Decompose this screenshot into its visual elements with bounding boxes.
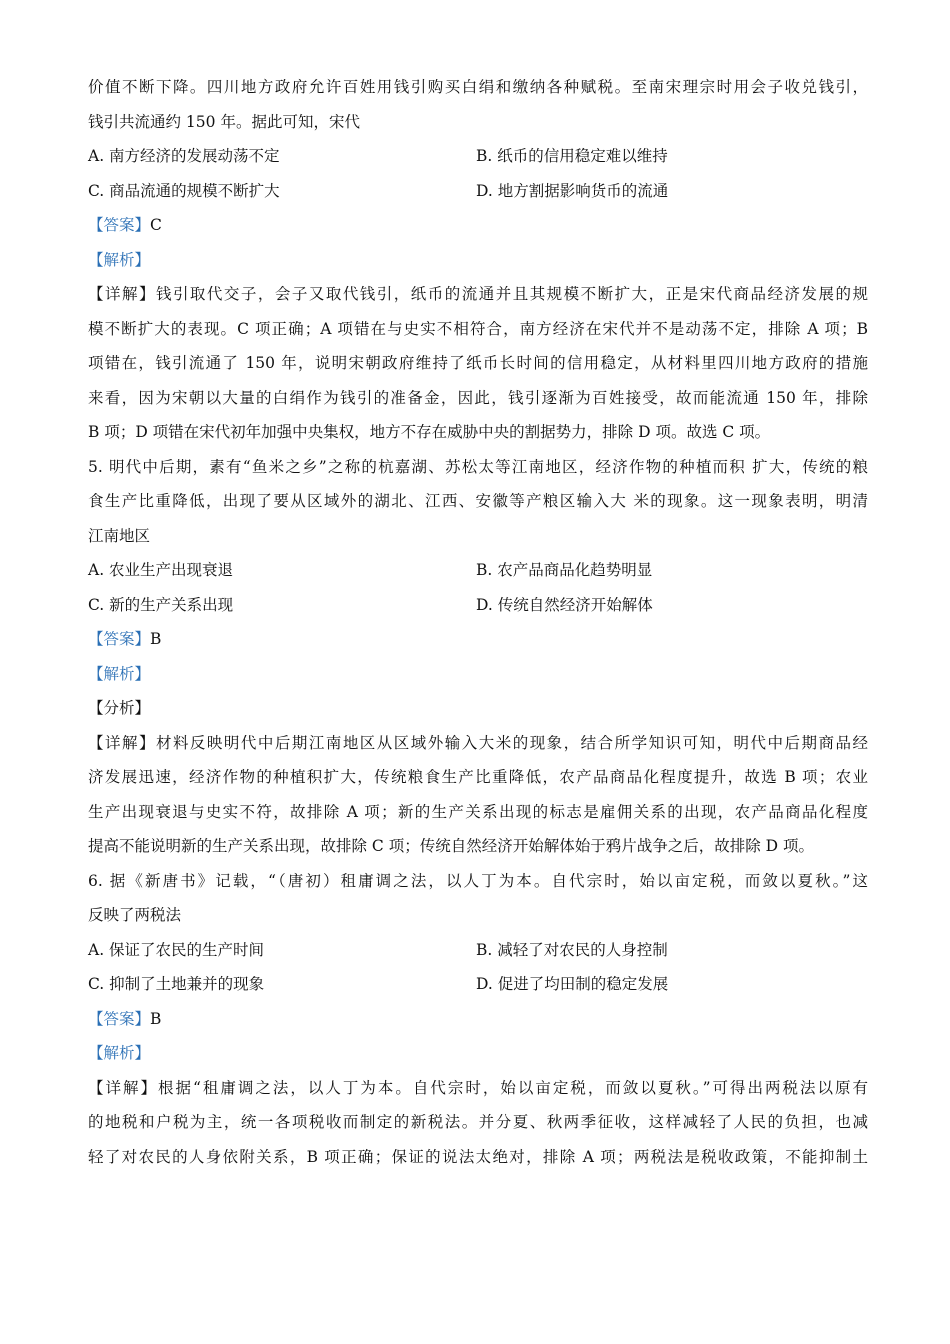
- q4-option-d: D. 地方割据影响货币的流通: [476, 181, 669, 200]
- q4-detail-tag: 【详解】: [88, 285, 156, 303]
- q5-option-b: B. 农产品商品化趋势明显: [476, 561, 653, 579]
- q5-answer: [88, 622, 868, 657]
- q5-options-row-1: [88, 553, 868, 588]
- q6-options-row-2: [88, 967, 868, 1002]
- q5-detail-line-2: 济发展迅速，经济作物的种植积扩大，传统粮食生产比重降低，农产品商品化程度提升，故选 B 项；农业: [88, 768, 868, 786]
- q6-option-d: D. 促进了均田制的稳定发展: [476, 975, 669, 993]
- q4-detail-line-5: B 项；D 项错在宋代初年加强中央集权，地方不存在威胁中央的割据势力，排除 D 项。故选 C 项。: [88, 423, 771, 441]
- q6-answer-value: B: [150, 1009, 162, 1028]
- q6-stem-line-2: 反映了两税法: [88, 906, 182, 924]
- q4-detail-line-2: 模不断扩大的表现。C 项正确；A 项错在与史实不相符合，南方经济在宋代并不是动荡不定，排除 A 项；B: [88, 319, 868, 338]
- q5-option-d: D. 传统自然经济开始解体: [476, 595, 653, 614]
- q6-analysis-tag: 【解析】: [88, 1044, 151, 1062]
- q5-option-c: C. 新的生产关系出现: [88, 595, 234, 614]
- q4-options-row-2: [88, 174, 868, 209]
- q6-detail-line-3: 轻了对农民的人身依附关系，B 项正确；保证的说法太绝对，排除 A 项；两税法是税收政策，不能抑制土: [88, 1147, 868, 1166]
- q5-stem-line-1: 5. 明代中后期，素有“鱼米之乡”之称的杭嘉湖、苏松太等江南地区，经济作物的种植而积 扩大，传统的粮: [88, 457, 868, 476]
- q6-stem-line-1: 6. 据《新唐书》记载，“（唐初）租庸调之法，以人丁为本。自代宗时，始以亩定税，而敛以夏秋。”这: [88, 871, 868, 890]
- q5-detail-line-4: 提高不能说明新的生产关系出现，故排除 C 项；传统自然经济开始解体始于鸦片战争之后，故排除 D 项。: [88, 837, 814, 855]
- q4-option-b: B. 纸币的信用稳定难以维持: [476, 147, 668, 165]
- q5-stem-line-3: 江南地区: [88, 526, 151, 545]
- q6-detail-line-2: 的地税和户税为主，统一各项税收而制定的新税法。并分夏、秋两季征收，这样减轻了人民的负担，也减: [88, 1113, 868, 1131]
- q5-options-row-2: [88, 588, 868, 623]
- q4-answer-value: C: [150, 216, 162, 234]
- q5-detail-tag: 【详解】: [88, 733, 156, 752]
- q4-stem-line-1: 价值不断下降。四川地方政府允许百姓用钱引购买白绢和缴纳各种赋税。至南宋理宗时用会子收兑钱引，: [88, 78, 868, 96]
- q6-detail-tag: 【详解】: [88, 1078, 158, 1097]
- q5-option-a: A. 农业生产出现衰退: [88, 561, 234, 579]
- q6-detail-text-1: 根据“租庸调之法，以人丁为本。自代宗时，始以亩定税，而敛以夏秋。”可得出两税法以原有: [158, 1078, 868, 1097]
- q5-stem-line-2: 食生产比重降低，出现了要从区域外的湖北、江西、安徽等产粮区输入大 米的现象。这一现象表明，明清: [88, 492, 868, 510]
- q4-options-row-1: [88, 139, 868, 174]
- q6-answer: [88, 1002, 868, 1037]
- q5-analysis-tag: 【解析】: [88, 664, 151, 683]
- q6-answer-tag: 【答案】: [88, 1009, 151, 1028]
- q5-detail-text-1: 材料反映明代中后期江南地区从区域外输入大米的现象，结合所学知识可知，明代中后期商品经: [155, 733, 868, 752]
- q6-option-a: A. 保证了农民的生产时间: [88, 940, 265, 959]
- q5-detail-line-3: 生产出现衰退与史实不符，故排除 A 项；新的生产关系出现的标志是雇佣关系的出现，农产品商品化程度: [88, 802, 868, 821]
- q5-answer-tag: 【答案】: [88, 630, 151, 648]
- q4-answer-tag: 【答案】: [88, 216, 151, 234]
- q4-detail-line-3: 项错在，钱引流通了 150 年，说明宋朝政府维持了纸币长时间的信用稳定，从材料里四川地方政府的措施: [88, 354, 868, 372]
- q6-option-c: C. 抑制了土地兼并的现象: [88, 975, 265, 993]
- q5-detail-line-1: [88, 726, 868, 761]
- q4-detail-line-4: 来看，因为宋朝以大量的白绢作为钱引的准备金，因此，钱引逐渐为百姓接受，故而能流通 150 年，排除: [88, 388, 868, 407]
- q6-option-b: B. 减轻了对农民的人身控制: [476, 940, 668, 959]
- q6-detail-line-1: [88, 1071, 868, 1106]
- q5-answer-value: B: [150, 630, 162, 648]
- q6-options-row-1: [88, 933, 868, 968]
- q4-analysis-tag: 【解析】: [88, 250, 151, 269]
- q4-stem-line-2: 钱引共流通约 150 年。据此可知，宋代: [88, 112, 360, 131]
- q4-detail-line-1: [88, 277, 868, 312]
- q4-detail-text-1: 钱引取代交子，会子又取代钱引，纸币的流通并且其规模不断扩大，正是宋代商品经济发展的规: [155, 285, 868, 303]
- q4-option-c: C. 商品流通的规模不断扩大: [88, 181, 280, 200]
- q4-option-a: A. 南方经济的发展动荡不定: [88, 147, 280, 165]
- q5-analyze-tag: 【分析】: [88, 699, 151, 717]
- document-content: [88, 70, 868, 1174]
- q4-answer: [88, 208, 868, 243]
